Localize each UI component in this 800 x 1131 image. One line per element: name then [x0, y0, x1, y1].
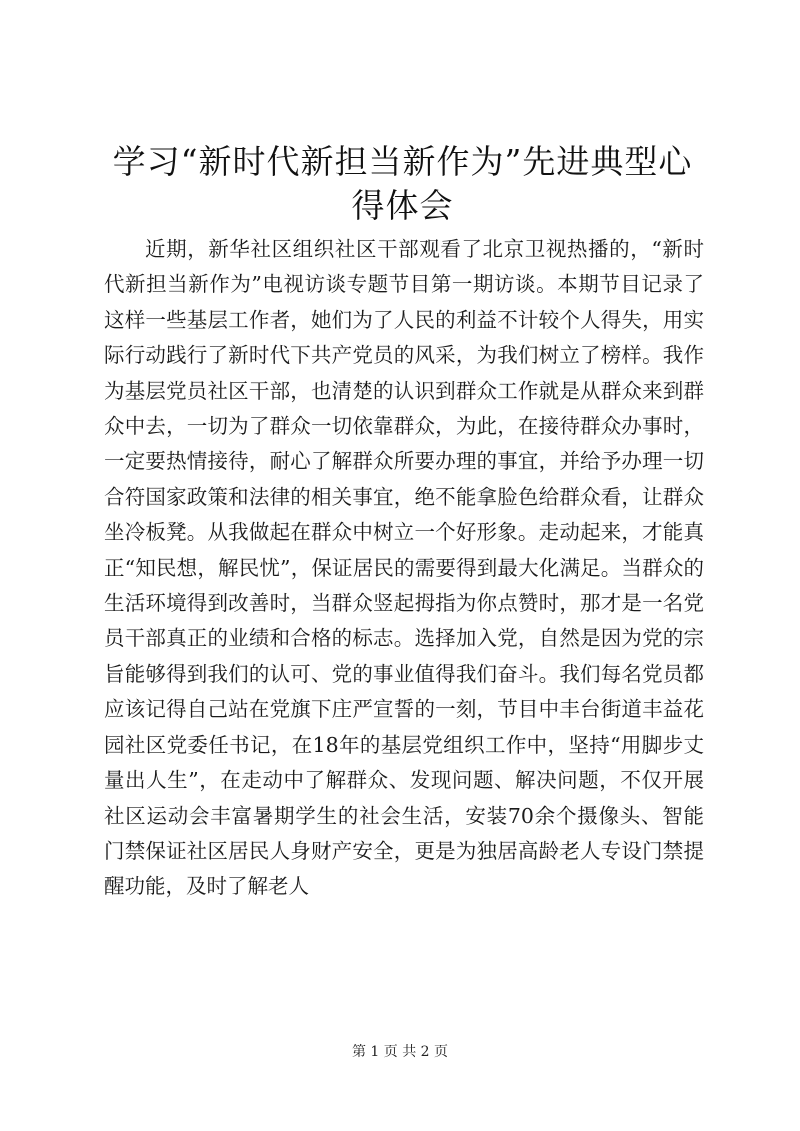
body-paragraph: 近期，新华社区组织社区干部观看了北京卫视热播的，“新时代新担当新作为”电视访谈专题节目第一期访谈。本期节目记录了这样一些基层工作者，她们为了人民的利益不计较个人得失，用实际行动践行了新时代下共产党员的风采，为我们树立了榜样。我作为基层党员社区干部，也清楚的认识到群众工作就是从群众来到群众中去，一切为了群众一切依靠群众，为此，在接待群众办事时，一定要热情接待，耐心了解群众所要办理的事宜，并给予办理一切合符国家政策和法律的相关事宜，绝不能拿脸色给群众看，让群众坐冷板凳。从我做起在群众中树立一个好形象。走动起来，才能真正“知民想，解民忧”，保证居民的需要得到最大化满足。当群众的生活环境得到改善时，当群众竖起拇指为你点赞时，那才是一名党员干部真正的业绩和合格的标志。选择加入党，自然是因为党的宗旨能够得到我们的认可、党的事业值得我们奋斗。我们每名党员都应该记得自己站在党旗下庄严宣誓的一刻，节目中丰台街道丰益花园社区党委任书记，在18年的基层党组织工作中，坚持“用脚步丈量出人生”，在走动中了解群众、发现问题、解决问题，不仅开展社区运动会丰富暑期学生的社会生活，安装70余个摄像头、智能门禁保证社区居民人身财产安全，更是为独居高龄老人专设门禁提醒功能，及时了解老人: [104, 237, 704, 899]
page-footer: 第 1 页 共 2 页: [351, 1044, 449, 1060]
document-title: 学习“新时代新担当新作为”先进典型心得体会: [112, 142, 693, 225]
